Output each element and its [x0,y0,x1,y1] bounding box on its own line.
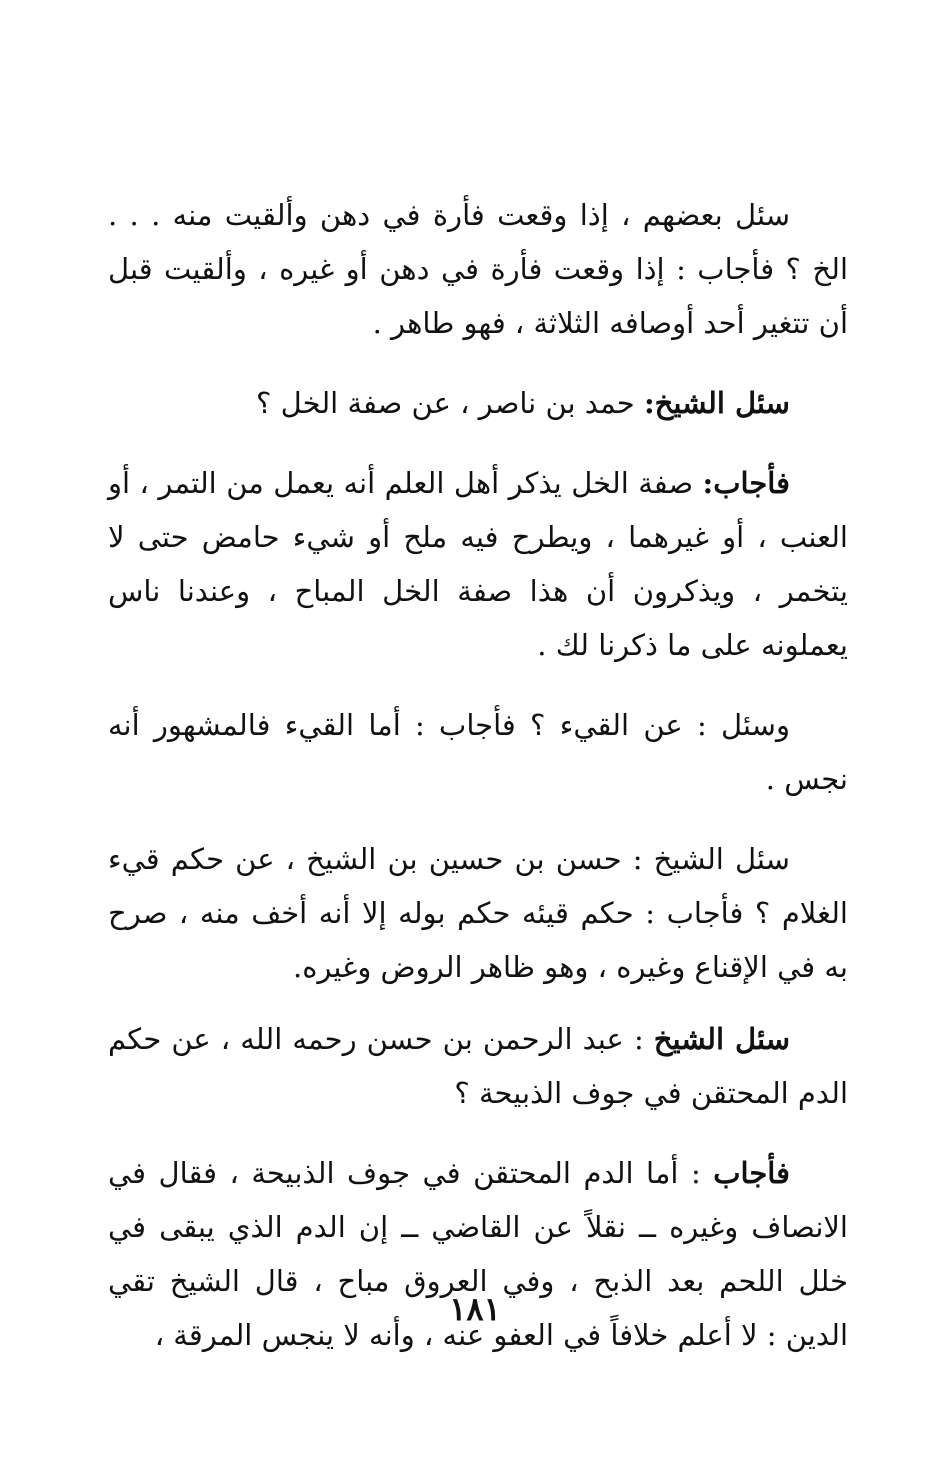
paragraph-3 [108,456,848,672]
paragraph-2-lead: سئل الشيخ: [643,386,790,420]
page-body [108,188,848,1388]
paragraph-6-text: : عبد الرحمن بن حسن رحمه الله ، عن حكم الدم المحتقن في جوف الذبيحة ؟ [108,1022,848,1110]
page-number: ١٨١ [449,1290,501,1328]
paragraph-7 [108,1146,848,1362]
paragraph-4-text: وسئل : عن القيء ؟ فأجاب : أما القيء فالمشهور أنه نجس . [108,708,848,796]
paragraph-1 [108,188,848,350]
paragraph-3-text: صفة الخل يذكر أهل العلم أنه يعمل من التمر ، أو العنب ، أو غيرهما ، ويطرح فيه ملح أو شيء حامض حتى لا يتخمر ، ويذكرون أن هذا صفة الخل المباح ، وعندنا ناس يعملونه على ما ذكرنا لك . [108,466,848,662]
paragraph-4 [108,698,848,806]
paragraph-2 [108,376,848,430]
paragraph-6 [108,1012,848,1120]
paragraph-5-text: سئل الشيخ : حسن بن حسين بن الشيخ ، عن حكم قيء الغلام ؟ فأجاب : حكم قيئه حكم بوله إلا أنه أخف منه ، صرح به في الإقناع وغيره ، وهو ظاهر الروض وغيره. [108,842,848,984]
paragraph-1-text: سئل بعضهم ، إذا وقعت فأرة في دهن وألقيت منه . . . الخ ؟ فأجاب : إذا وقعت فأرة في دهن أو غيره ، وألقيت قبل أن تتغير أحد أوصافه الثلاثة ، فهو طاهر . [108,198,848,340]
paragraph-7-text: : أما الدم المحتقن في جوف الذبيحة ، فقال في الانصاف وغيره ــ نقلاً عن القاضي ــ إن الدم الذي يبقى في خلل اللحم بعد الذبح ، وفي العروق مباح ، قال الشيخ تقي الدين : لا أعلم خلافاً في العفو عنه ، وأنه لا ينجس المرقة ، [108,1156,848,1352]
paragraph-3-lead: فأجاب: [702,466,790,500]
paragraph-7-lead: فأجاب [713,1156,790,1190]
paragraph-2-text: حمد بن ناصر ، عن صفة الخل ؟ [256,386,644,420]
paragraph-5 [108,832,848,994]
paragraph-6-lead: سئل الشيخ [653,1022,791,1056]
